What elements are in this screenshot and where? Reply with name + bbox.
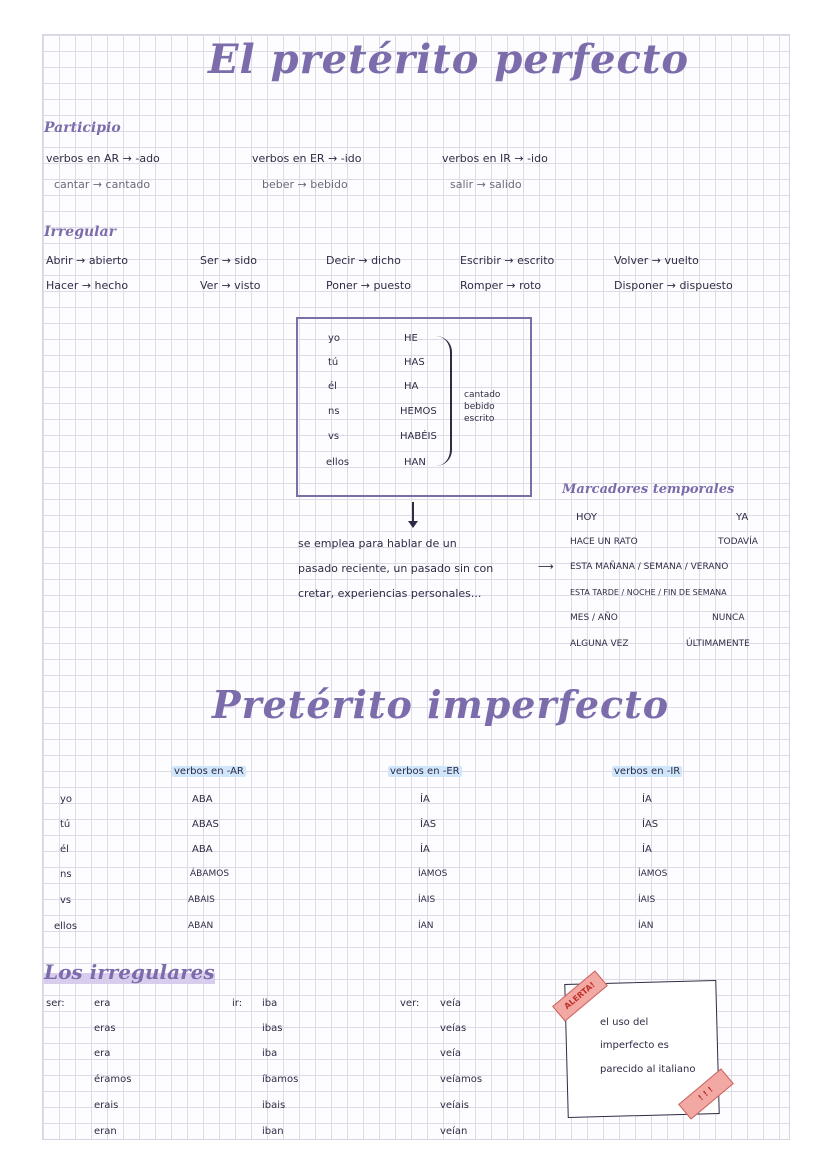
usage-line: pasado reciente, un pasado sin con (298, 562, 494, 575)
irregular-item: Hacer → hecho (46, 279, 129, 292)
verb-form: veías (440, 1023, 467, 1034)
arrow-right-icon: ⟶ (538, 560, 554, 573)
verb-form: ibais (262, 1100, 286, 1111)
marcador-item: MES / AÑO (570, 613, 618, 623)
marcador-item: TODAVÍA (718, 537, 758, 547)
marcador-item: ESTA TARDE / NOCHE / FIN DE SEMANA (570, 588, 727, 597)
verb-form: erais (94, 1100, 119, 1111)
verb-form: íbamos (262, 1074, 299, 1085)
participio-example-er: beber → bebido (262, 178, 348, 191)
ending-ar: ABAN (188, 921, 214, 931)
marcador-item: ALGUNA VEZ (570, 639, 629, 649)
verb-label-ir: ir: (232, 998, 243, 1009)
column-header-label: verbos en -IR (614, 766, 681, 777)
marcador-item: YA (736, 512, 749, 523)
table-row-pronoun: ellos (54, 921, 78, 932)
verb-form: éramos (94, 1074, 132, 1085)
haber-form: HA (404, 381, 419, 392)
verb-label-ser: ser: (46, 998, 65, 1009)
marcadores-heading: Marcadores temporales (562, 482, 735, 497)
participio-rule-ir: verbos en IR → -ido (442, 152, 548, 165)
table-row-pronoun: vs (60, 895, 72, 906)
section-title-imperfecto: Pretérito imperfecto (212, 682, 670, 727)
column-header (388, 766, 462, 777)
irregular-item: Decir → dicho (326, 254, 401, 267)
verb-form: iba (262, 998, 278, 1009)
participio-rule-ar: verbos en AR → -ado (46, 152, 160, 165)
pronoun: tú (328, 357, 339, 368)
ending-ar: ÁBAMOS (190, 869, 230, 879)
ending-er: ÍAMOS (418, 869, 448, 879)
irregular-item: Ver → visto (200, 279, 261, 292)
irregular-item: Escribir → escrito (460, 254, 555, 267)
alert-tape: ALERTA! (552, 970, 608, 1021)
arrow-down-icon (412, 502, 414, 524)
ending-er: ÍA (420, 844, 430, 855)
marcador-item: ESTA MAÑANA / SEMANA / VERANO (570, 562, 729, 572)
ending-er: ÍAN (418, 921, 434, 931)
ending-er: ÍAS (420, 819, 437, 830)
irregulares-heading: Los irregulares (44, 960, 215, 984)
ending-ar: ABAIS (188, 895, 215, 905)
participle-example: cantado (464, 390, 501, 400)
usage-line: cretar, experiencias personales... (298, 587, 482, 600)
haber-form: HABÉIS (400, 431, 437, 442)
verb-form: ibas (262, 1023, 283, 1034)
irregular-item: Romper → roto (460, 279, 542, 292)
irregular-heading: Irregular (44, 224, 116, 240)
ending-ir: ÍA (642, 794, 652, 805)
brace-icon (432, 336, 452, 466)
participio-heading: Participio (44, 120, 121, 136)
ending-ir: ÍAIS (638, 895, 656, 905)
irregular-item: Volver → vuelto (614, 254, 699, 267)
pronoun: ellos (326, 457, 350, 468)
column-header (172, 766, 246, 777)
verb-form: veíais (440, 1100, 469, 1111)
verb-form: iba (262, 1048, 278, 1059)
ending-er: ÍAIS (418, 895, 436, 905)
column-header-label: verbos en -AR (174, 766, 244, 777)
table-row-pronoun: yo (60, 794, 73, 805)
note-line: parecido al italiano (600, 1064, 696, 1075)
note-line: imperfecto es (600, 1040, 669, 1051)
haber-form: HAN (404, 457, 426, 468)
verb-form: iban (262, 1126, 284, 1137)
pronoun: él (328, 381, 337, 392)
table-row-pronoun: ns (60, 869, 72, 880)
ending-ir: ÍA (642, 844, 652, 855)
exclamation-tape: ! ! ! (678, 1068, 734, 1119)
haber-form: HAS (404, 357, 425, 368)
verb-form: eran (94, 1126, 117, 1137)
participle-example: bebido (464, 402, 495, 412)
verb-form: eras (94, 1023, 116, 1034)
verb-label-ver: ver: (400, 998, 420, 1009)
irregular-item: Ser → sido (200, 254, 257, 267)
pronoun: yo (328, 333, 341, 344)
participio-example-ar: cantar → cantado (54, 178, 151, 191)
column-header (612, 766, 682, 777)
ending-ar: ABAS (192, 819, 219, 830)
pronoun: vs (328, 431, 340, 442)
note-line: el uso del (600, 1017, 649, 1028)
verb-form: veíamos (440, 1074, 483, 1085)
table-row-pronoun: él (60, 844, 69, 855)
irregular-item: Poner → puesto (326, 279, 411, 292)
ending-ar: ABA (192, 794, 213, 805)
marcador-item: HOY (576, 512, 597, 523)
verb-form: veía (440, 1048, 461, 1059)
participio-example-ir: salir → salido (450, 178, 522, 191)
participio-rule-er: verbos en ER → -ido (252, 152, 362, 165)
verb-form: era (94, 1048, 111, 1059)
marcador-item: ÚLTIMAMENTE (686, 639, 750, 649)
verb-form: era (94, 998, 111, 1009)
participle-example: escrito (464, 414, 495, 424)
irregular-item: Disponer → dispuesto (614, 279, 733, 292)
haber-form: HEMOS (400, 406, 437, 417)
ending-ir: ÍAN (638, 921, 654, 931)
verb-form: veía (440, 998, 461, 1009)
column-header-label: verbos en -ER (390, 766, 460, 777)
ending-ir: ÍAS (642, 819, 659, 830)
marcador-item: NUNCA (712, 613, 745, 623)
ending-er: ÍA (420, 794, 430, 805)
haber-form: HE (404, 333, 418, 344)
pronoun: ns (328, 406, 340, 417)
page-title: El pretérito perfecto (208, 36, 690, 83)
usage-line: se emplea para hablar de un (298, 537, 457, 550)
irregular-item: Abrir → abierto (46, 254, 128, 267)
verb-form: veían (440, 1126, 468, 1137)
ending-ir: ÍAMOS (638, 869, 668, 879)
marcador-item: HACE UN RATO (570, 537, 638, 547)
ending-ar: ABA (192, 844, 213, 855)
table-row-pronoun: tú (60, 819, 71, 830)
